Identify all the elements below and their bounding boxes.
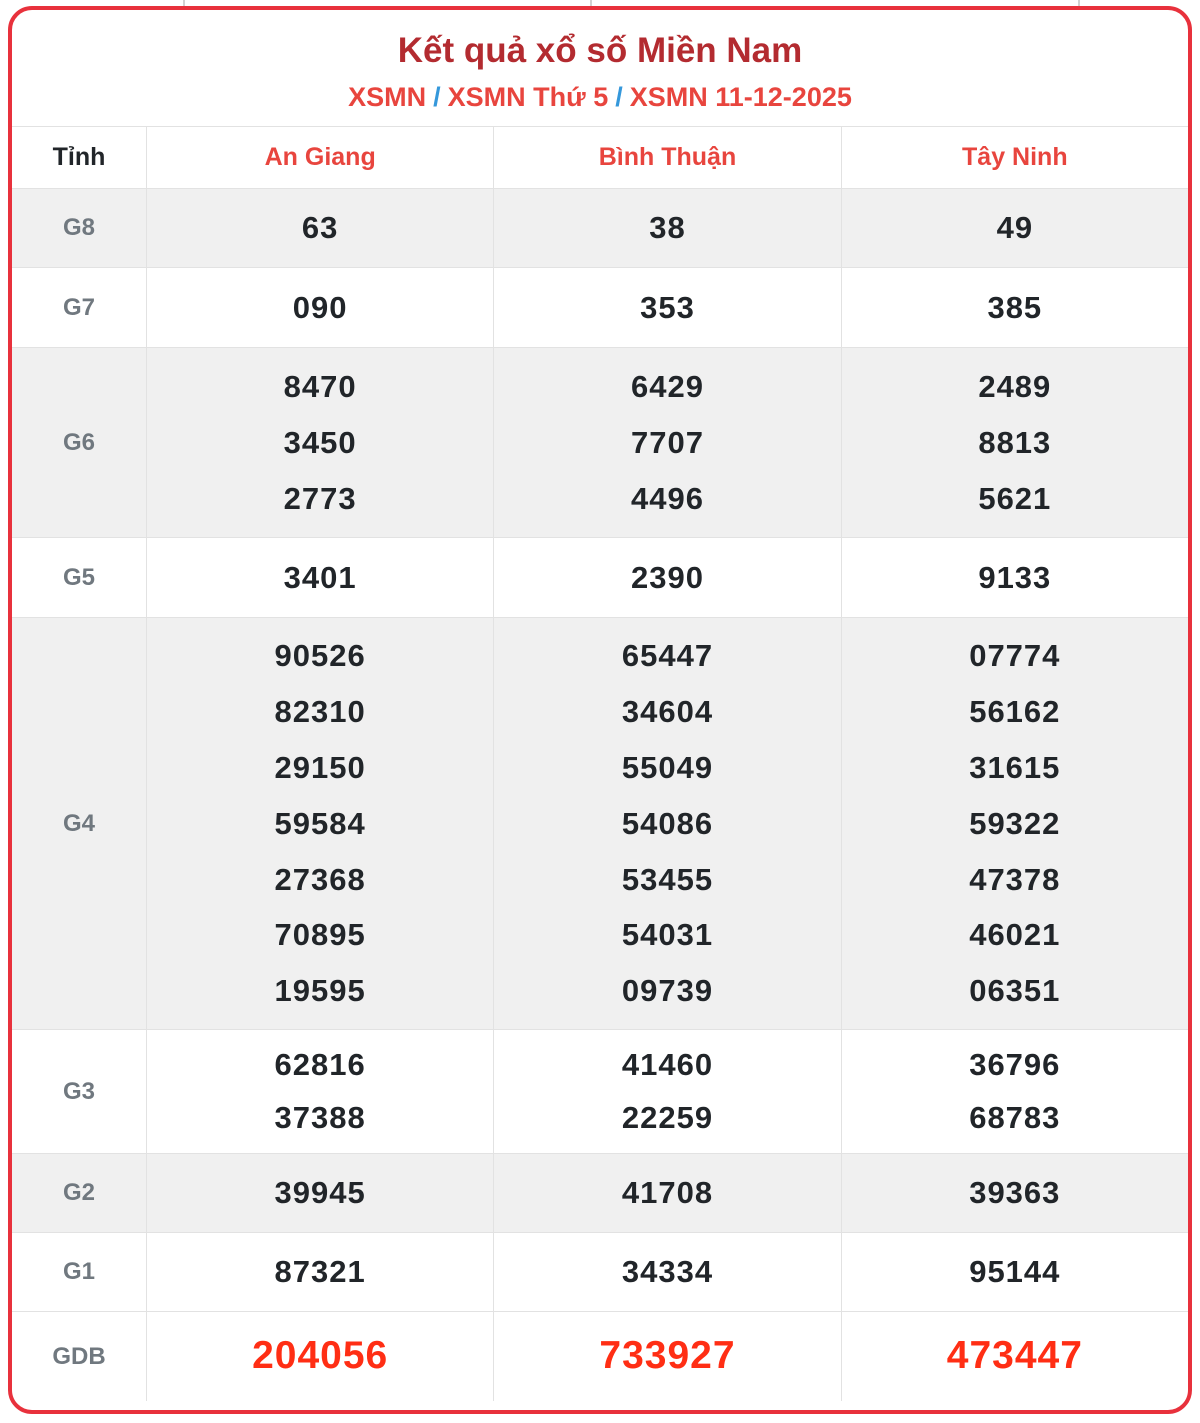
prize-row-g5	[12, 537, 1188, 617]
prize-values-cell	[841, 538, 1188, 617]
prize-values-cell	[146, 189, 493, 267]
prize-number: 70895	[274, 917, 366, 953]
breadcrumb-separator: /	[433, 82, 441, 112]
prize-number: 37388	[274, 1100, 366, 1136]
prize-number: 2773	[283, 480, 357, 516]
prize-number: 46021	[969, 917, 1061, 953]
province-link-tay-ninh[interactable]: Tây Ninh	[962, 143, 1068, 171]
prize-label-g3: G3	[62, 1077, 95, 1105]
prize-row-g6	[12, 347, 1188, 537]
prize-values-cell	[841, 348, 1188, 537]
prize-number: 06351	[969, 973, 1061, 1009]
prize-values-cell	[493, 538, 840, 617]
prize-number: 59584	[274, 805, 366, 841]
prize-number: 82310	[274, 694, 366, 730]
prize-values-cell	[146, 618, 493, 1029]
prize-values-cell	[841, 1030, 1188, 1153]
prize-row-g7	[12, 267, 1188, 347]
prize-number: 36796	[969, 1047, 1061, 1083]
prize-values-cell	[493, 1312, 840, 1401]
page-title: Kết quả xổ số Miền Nam	[397, 31, 803, 70]
prize-number: 8813	[978, 424, 1052, 460]
corner-header-cell: Tỉnh	[52, 143, 106, 171]
prize-number: 9133	[978, 559, 1052, 595]
prize-number: 59322	[969, 805, 1061, 841]
prize-number: 87321	[274, 1254, 366, 1290]
province-header-tay-ninh	[841, 127, 1188, 188]
prize-number: 8470	[283, 368, 357, 404]
prize-number: 090	[292, 289, 348, 325]
prize-row-g8	[12, 188, 1188, 267]
prize-number: 6429	[631, 368, 704, 404]
lottery-results-card	[8, 6, 1192, 1414]
prize-values-cell	[493, 618, 840, 1029]
prize-label-g6: G6	[62, 428, 95, 456]
prize-number: 65447	[621, 638, 714, 674]
prize-values-cell	[493, 1154, 840, 1232]
prize-values-cell	[493, 189, 840, 267]
prize-number: 473447	[946, 1334, 1083, 1378]
prize-values-cell	[146, 538, 493, 617]
prize-number: 49	[996, 210, 1034, 246]
prize-number: 34604	[621, 694, 714, 730]
prize-number: 53455	[621, 861, 714, 897]
prize-number: 3401	[283, 559, 357, 595]
prize-number: 09739	[621, 973, 714, 1009]
breadcrumb	[12, 78, 1188, 116]
province-link-binh-thuan[interactable]: Bình Thuận	[598, 143, 737, 171]
prize-number: 54086	[621, 805, 714, 841]
prize-number: 39945	[274, 1175, 366, 1211]
prize-number: 2390	[631, 559, 704, 595]
prize-number: 07774	[969, 638, 1061, 674]
prize-number: 95144	[969, 1254, 1061, 1290]
prize-values-cell	[841, 618, 1188, 1029]
prize-label-g8: G8	[62, 214, 95, 241]
prize-values-cell	[841, 1154, 1188, 1232]
prize-number: 733927	[599, 1334, 736, 1378]
prize-values-cell	[146, 1030, 493, 1153]
prize-values-cell	[841, 189, 1188, 267]
prize-number: 4496	[631, 480, 704, 516]
prize-number: 63	[301, 210, 339, 246]
prize-number: 3450	[283, 424, 357, 460]
prize-number: 31615	[969, 749, 1061, 785]
prize-values-cell	[493, 268, 840, 347]
prize-label-g5: G5	[62, 563, 95, 591]
prize-label-gdb: GDB	[52, 1342, 106, 1370]
prize-number: 39363	[969, 1175, 1061, 1211]
prize-row-g3	[12, 1029, 1188, 1153]
breadcrumb-link-xsmn-date[interactable]: XSMN 11-12-2025	[629, 82, 852, 112]
prize-number: 385	[987, 289, 1043, 325]
prize-number: 41460	[621, 1047, 714, 1083]
prize-number: 41708	[621, 1175, 714, 1211]
prize-number: 27368	[274, 861, 366, 897]
prize-values-cell	[493, 1233, 840, 1311]
results-table	[12, 126, 1188, 1401]
prize-number: 55049	[621, 749, 714, 785]
prize-label-g7: G7	[62, 293, 95, 321]
prize-values-cell	[841, 1233, 1188, 1311]
prize-number: 90526	[274, 638, 366, 674]
card-header	[12, 10, 1188, 126]
prize-number: 62816	[274, 1047, 366, 1083]
prize-number: 54031	[621, 917, 714, 953]
prize-row-g4	[12, 617, 1188, 1029]
prize-number: 47378	[969, 861, 1061, 897]
prize-number: 68783	[969, 1100, 1061, 1136]
prize-values-cell	[841, 1312, 1188, 1401]
prize-number: 7707	[631, 424, 704, 460]
prize-number: 204056	[252, 1334, 389, 1378]
prize-number: 56162	[969, 694, 1061, 730]
prize-number: 353	[640, 289, 695, 325]
prize-label-g1: G1	[62, 1258, 95, 1285]
prize-row-g1	[12, 1232, 1188, 1311]
prize-label-g2: G2	[62, 1179, 95, 1206]
prize-number: 2489	[978, 368, 1052, 404]
prize-number: 5621	[978, 480, 1052, 516]
prize-values-cell	[146, 268, 493, 347]
prize-values-cell	[841, 268, 1188, 347]
prize-row-gdb	[12, 1311, 1188, 1401]
prize-values-cell	[146, 1233, 493, 1311]
breadcrumb-link-xsmn[interactable]: XSMN	[348, 82, 427, 112]
prize-number: 34334	[621, 1254, 714, 1290]
breadcrumb-separator: /	[615, 82, 623, 112]
prize-number: 19595	[274, 973, 366, 1009]
breadcrumb-link-xsmn-weekday[interactable]: XSMN Thứ 5	[447, 82, 609, 112]
prize-label-g4: G4	[62, 809, 95, 837]
prize-values-cell	[146, 1312, 493, 1401]
prize-values-cell	[146, 1154, 493, 1232]
prize-values-cell	[146, 348, 493, 537]
prize-row-g2	[12, 1153, 1188, 1232]
prize-number: 29150	[274, 749, 366, 785]
province-header-an-giang	[146, 127, 493, 188]
table-header-row	[12, 126, 1188, 188]
province-link-an-giang[interactable]: An Giang	[264, 143, 376, 171]
results-table-body	[12, 188, 1188, 1401]
prize-number: 38	[649, 210, 686, 246]
prize-values-cell	[493, 348, 840, 537]
province-header-binh-thuan	[493, 127, 840, 188]
prize-number: 22259	[621, 1100, 714, 1136]
prize-values-cell	[493, 1030, 840, 1153]
